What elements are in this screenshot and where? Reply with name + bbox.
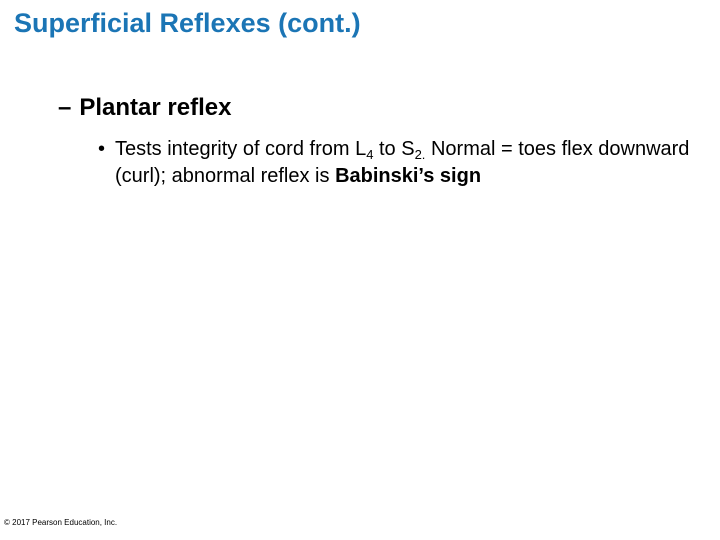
copyright-footer: © 2017 Pearson Education, Inc. xyxy=(4,518,118,527)
slide-title: Superficial Reflexes (cont.) xyxy=(14,8,361,38)
bullet-text xyxy=(115,136,708,190)
sub-heading-dash: – xyxy=(58,94,72,121)
bullet-emphasis: Babinski’s sign xyxy=(335,165,482,187)
bullet-subscript-2: 2. xyxy=(414,147,426,162)
bullet-marker: • xyxy=(98,138,106,160)
bullet-text-part-2: to S xyxy=(373,138,415,160)
sub-heading xyxy=(58,94,231,122)
bullet-item xyxy=(98,136,708,190)
bullet-text-part-1: Tests integrity of cord from L xyxy=(115,138,367,160)
sub-heading-text: Plantar reflex xyxy=(79,94,232,121)
bullet-subscript-1: 4 xyxy=(366,147,374,162)
bullet-text-part-3: Normal = toes flex downward (curl); abnormal reflex is xyxy=(115,138,690,187)
